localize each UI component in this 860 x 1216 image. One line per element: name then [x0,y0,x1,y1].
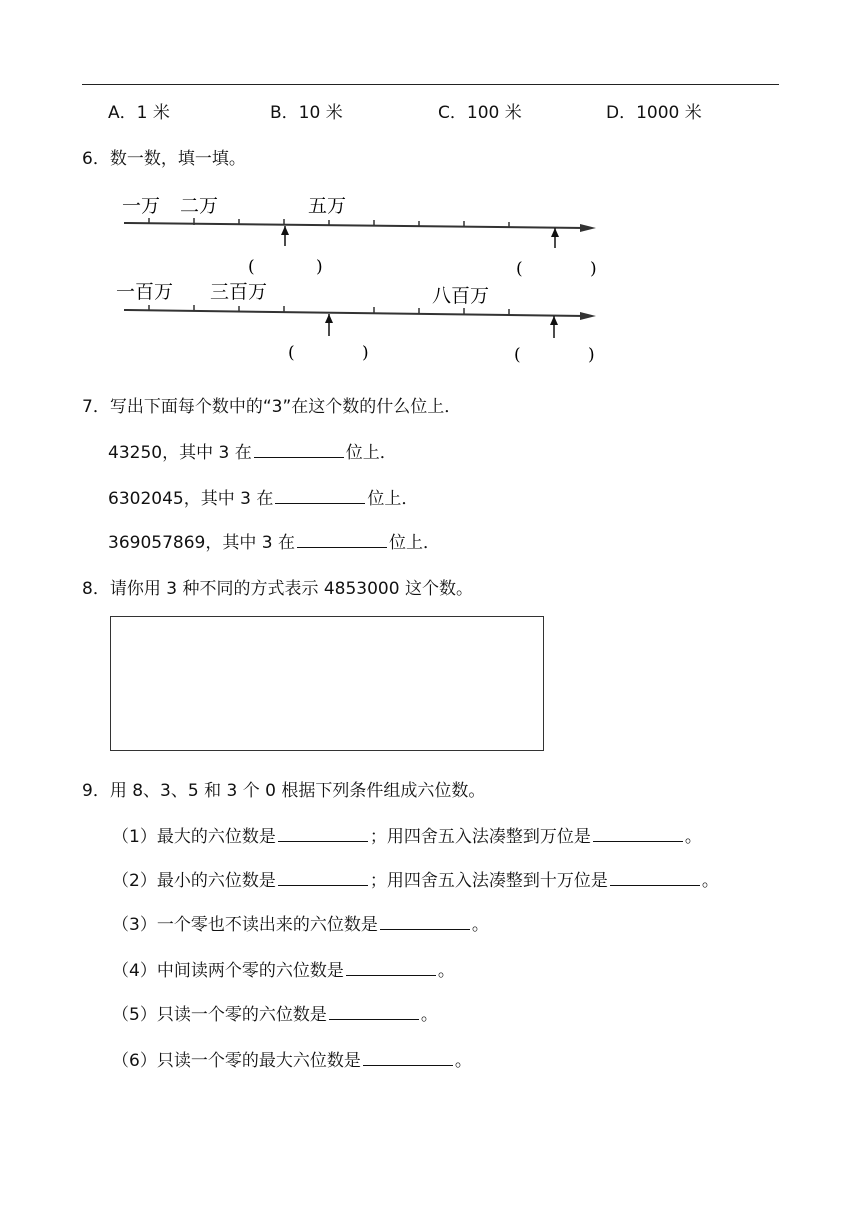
q9-item-text: （2）最小的六位数是 [112,871,276,891]
line2-label-8: 八百万 [432,285,490,307]
q9-item-text: （3）一个零也不读出来的六位数是 [112,915,378,935]
number-line-figure [110,188,610,368]
q9-item-suffix: 。 [454,1051,472,1071]
q9-item-suffix: 。 [701,871,719,891]
q9-item [112,1046,472,1071]
question-7-title: 7．写出下面每个数中的“3”在这个数的什么位上． [82,397,462,417]
choice-d[interactable] [606,98,702,123]
line1-label-1: 一万 [122,195,161,217]
q7-item-text: 6302045，其中 3 在 [108,489,274,509]
q7-item-suffix: 位上． [367,489,419,509]
choice-value: 10 米 [298,103,343,123]
q9-item-text: （6）只读一个零的最大六位数是 [112,1051,361,1071]
q7-item [108,484,418,509]
answer-blank[interactable] [380,911,470,930]
choice-a[interactable] [108,98,170,123]
answer-blank[interactable] [254,439,344,458]
choice-b[interactable] [270,98,343,123]
q7-item [108,528,440,553]
q7-item-text: 369057869，其中 3 在 [108,533,295,553]
up-arrow-indicator [550,316,558,338]
q9-item-text: （1）最大的六位数是 [112,827,276,847]
q9-item-suffix: 。 [471,915,489,935]
q7-item-text: 43250，其中 3 在 [108,443,252,463]
line1-label-2: 二万 [180,195,219,217]
answer-blank-close: ) [588,345,595,365]
choice-c[interactable] [438,98,522,123]
choice-letter: A． [108,103,137,123]
answer-blank[interactable] [297,529,387,548]
line2-label-3: 三百万 [210,281,268,303]
answer-blank[interactable] [275,485,365,504]
answer-blank-open: ( [248,257,255,277]
q9-item-text: （4）中间读两个零的六位数是 [112,961,344,981]
answer-blank-close: ) [316,257,323,277]
q9-item [112,1000,438,1025]
q9-item-suffix: 。 [684,827,702,847]
q9-item [112,910,489,935]
choice-letter: B． [270,103,299,123]
q9-item-text: （5）只读一个零的六位数是 [112,1005,327,1025]
question-9-title: 9．用 8、3、5 和 3 个 0 根据下列条件组成六位数。 [82,781,486,801]
answer-blank[interactable] [610,867,700,886]
answer-box[interactable] [110,616,544,751]
q7-item-suffix: 位上． [345,443,397,463]
answer-blank-open: ( [516,259,523,279]
question-6-title: 6．数一数，填一填。 [82,149,246,169]
answer-blank[interactable] [346,957,436,976]
q9-item [112,822,702,847]
q7-item-suffix: 位上． [388,533,440,553]
q7-item [108,438,397,463]
answer-blank[interactable] [363,1047,453,1066]
choice-letter: D． [606,103,637,123]
line1-label-5: 五万 [308,195,347,217]
answer-blank[interactable] [278,867,368,886]
q9-item [112,956,455,981]
answer-blank-open: ( [514,345,521,365]
question-8-title: 8．请你用 3 种不同的方式表示 4853000 这个数。 [82,579,473,599]
answer-blank[interactable] [593,823,683,842]
number-line-1 [122,195,597,279]
line2-label-1: 一百万 [116,281,174,303]
answer-blank-open: ( [288,343,295,363]
up-arrow-indicator [281,226,289,246]
answer-blank[interactable] [329,1001,419,1020]
top-divider [82,84,779,85]
arrow-head [580,312,596,320]
number-line-2 [116,281,596,365]
q9-item-middle: ；用四舍五入法凑整到万位是 [369,827,591,847]
arrow-head [580,224,596,232]
choice-value: 1 米 [136,103,170,123]
choice-value: 100 米 [466,103,522,123]
answer-blank[interactable] [278,823,368,842]
up-arrow-indicator [325,314,333,336]
q9-item [112,866,719,891]
q9-item-suffix: 。 [437,961,455,981]
answer-blank-close: ) [362,343,369,363]
q9-item-suffix: 。 [420,1005,438,1025]
up-arrow-indicator [551,228,559,248]
answer-blank-close: ) [590,259,597,279]
q9-item-middle: ；用四舍五入法凑整到十万位是 [369,871,608,891]
choice-value: 1000 米 [636,103,702,123]
choice-letter: C． [438,103,467,123]
